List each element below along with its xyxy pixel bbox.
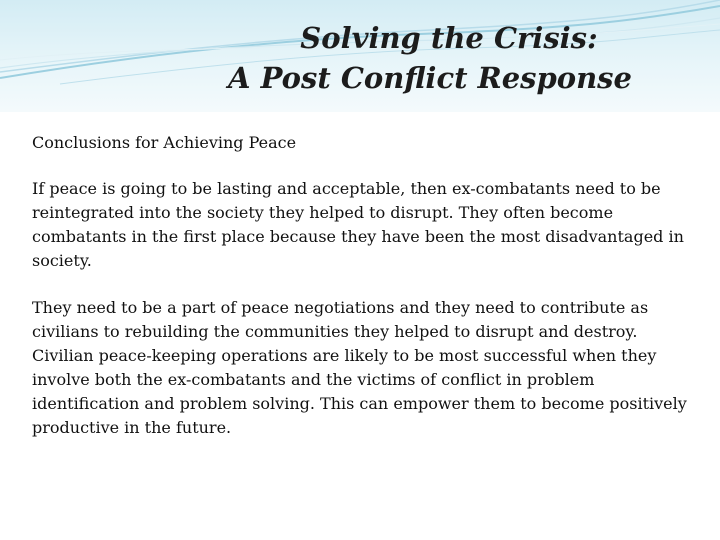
title-line-1: Solving the Crisis: (300, 21, 598, 55)
paragraph-1: If peace is going to be lasting and acceptable, then ex-combatants need to be reintegrated into the society they helped to disrupt. They often become combatants in the first place because they have been the most disadvantaged in society. (32, 179, 684, 270)
slide-title (180, 18, 680, 98)
subheading: Conclusions for Achieving Peace (32, 133, 297, 152)
paragraph-2: They need to be a part of peace negotiations and they need to contribute as civilians to rebuilding the communities they helped to disrupt and destroy. Civilian peace-keeping operations are likely to be most successful when they involve both the ex-combatants and the victims of conflict in problem identification and problem solving. This can empower them to become positively productive in the future. (32, 298, 687, 437)
slide-body (32, 131, 694, 463)
title-line-2: A Post Conflict Response (228, 61, 632, 95)
